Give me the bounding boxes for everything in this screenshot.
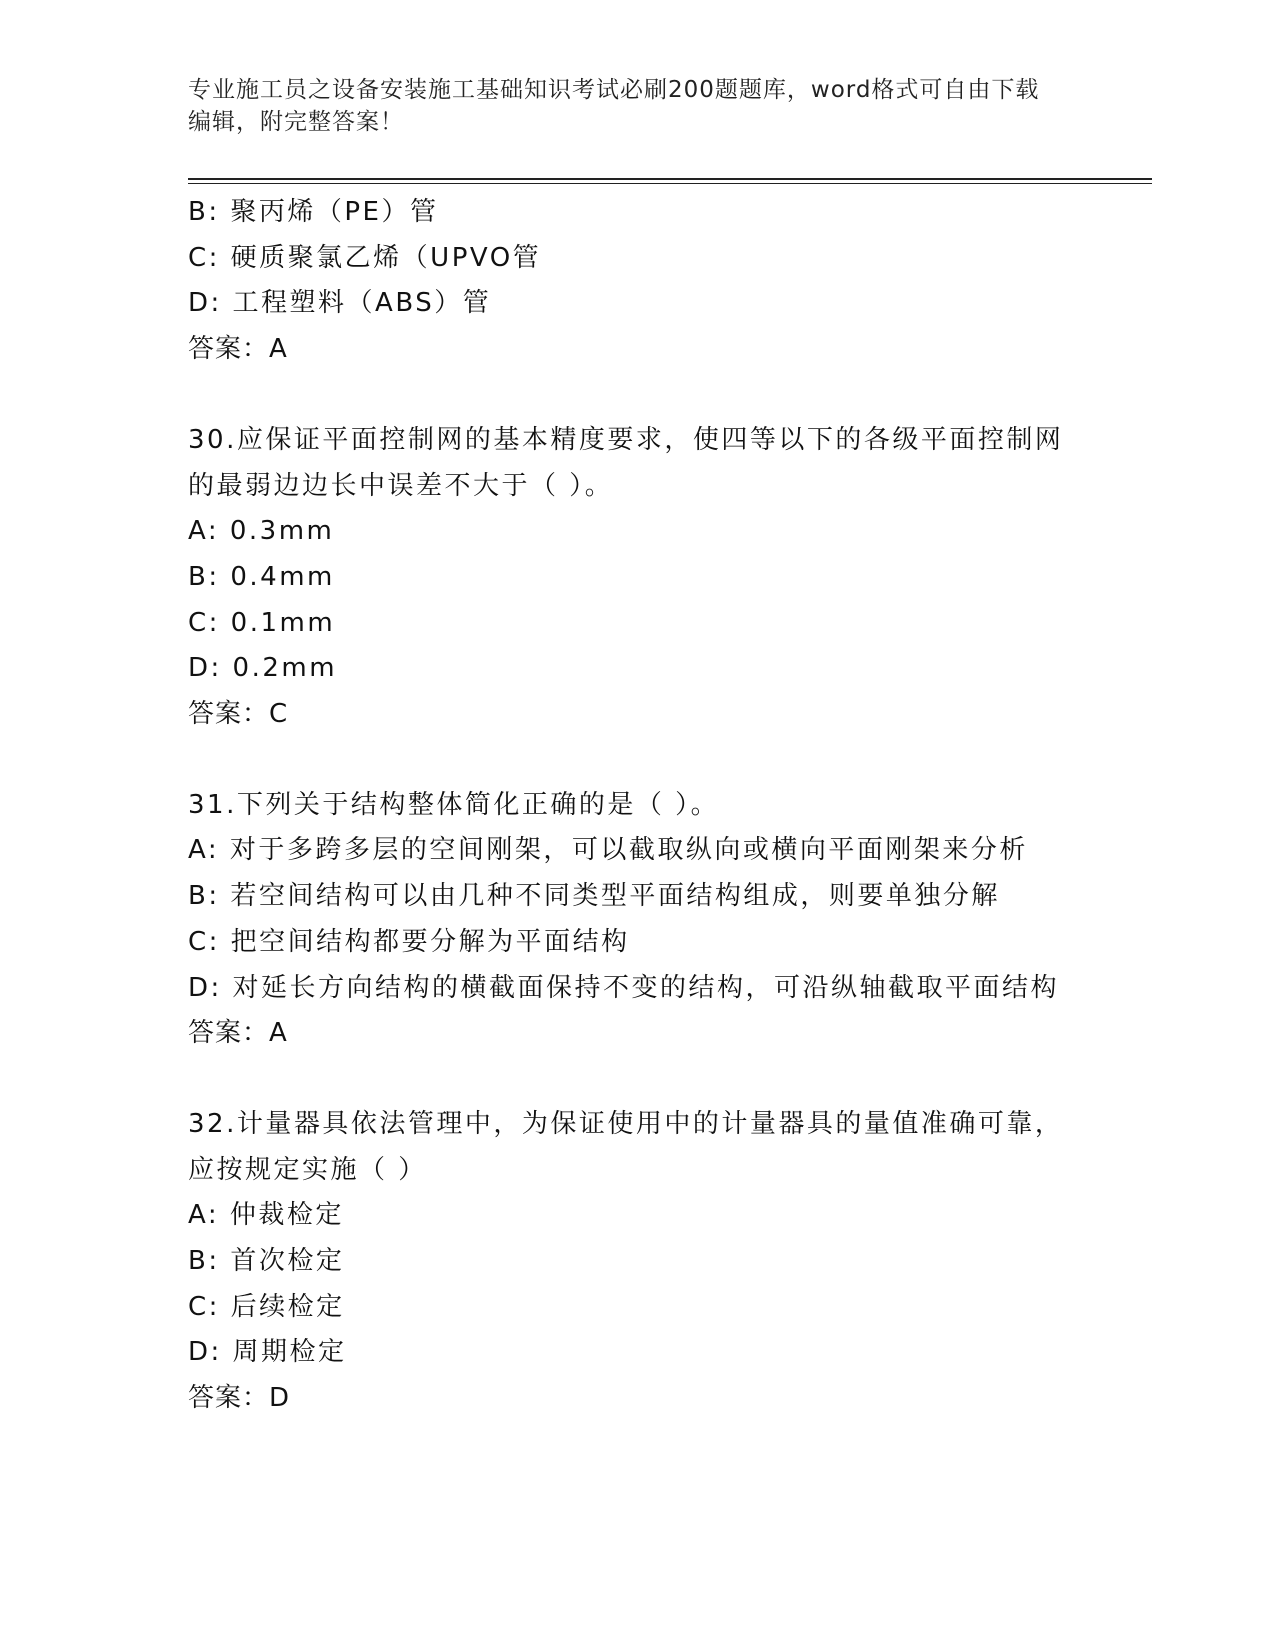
header-divider-thick xyxy=(188,178,1152,180)
answer-line: 答案：D xyxy=(188,1383,291,1414)
spacer xyxy=(188,373,1088,418)
option-c: C: 后续检定 xyxy=(188,1291,345,1322)
answer-line: 答案：C xyxy=(188,699,289,730)
question-block-29 xyxy=(188,190,1088,373)
option-a: A: 对于多跨多层的空间刚架，可以截取纵向或横向平面刚架来分析 xyxy=(188,835,1028,866)
option-c: C: 0.1mm xyxy=(188,607,336,638)
document-header xyxy=(188,74,1088,138)
question-block-31 xyxy=(188,783,1088,1057)
question-block-30 xyxy=(188,418,1088,738)
spacer xyxy=(188,1057,1088,1102)
spacer xyxy=(188,738,1088,783)
question-title-line-1: 31.下列关于结构整体简化正确的是（ ）。 xyxy=(188,789,720,820)
answer-line: 答案：A xyxy=(188,334,288,365)
question-title-line-1: 30.应保证平面控制网的基本精度要求，使四等以下的各级平面控制网 xyxy=(188,424,1064,455)
answer-line: 答案：A xyxy=(188,1018,288,1049)
question-block-32 xyxy=(188,1102,1088,1422)
question-title-line-2: 的最弱边边长中误差不大于（ ）。 xyxy=(188,470,614,501)
option-b: B: 若空间结构可以由几种不同类型平面结构组成，则要单独分解 xyxy=(188,881,1000,912)
header-divider-thin xyxy=(188,183,1152,184)
question-title-line-1: 32.计量器具依法管理中，为保证使用中的计量器具的量值准确可靠， xyxy=(188,1108,1064,1139)
option-d: D: 0.2mm xyxy=(188,653,338,684)
document-body xyxy=(188,190,1088,1422)
option-a: A: 0.3mm xyxy=(188,516,335,547)
option-d: D: 对延长方向结构的横截面保持不变的结构，可沿纵轴截取平面结构 xyxy=(188,972,1060,1003)
option-b: B: 首次检定 xyxy=(188,1246,345,1277)
option-c: C: 硬质聚氯乙烯（UPVO管 xyxy=(188,242,542,273)
option-a: A: 仲裁检定 xyxy=(188,1200,344,1231)
question-title-line-2: 应按规定实施（ ） xyxy=(188,1154,427,1185)
option-b: B: 0.4mm xyxy=(188,561,335,592)
option-b: B: 聚丙烯（PE）管 xyxy=(188,197,439,227)
option-d: D: 周期检定 xyxy=(188,1337,347,1368)
header-title-line-1: 专业施工员之设备安装施工基础知识考试必刷200题题库，word格式可自由下载 xyxy=(188,77,1040,103)
option-d: D: 工程塑料（ABS）管 xyxy=(188,288,492,319)
option-c: C: 把空间结构都要分解为平面结构 xyxy=(188,926,630,957)
header-title-line-2: 编辑，附完整答案！ xyxy=(188,109,404,135)
